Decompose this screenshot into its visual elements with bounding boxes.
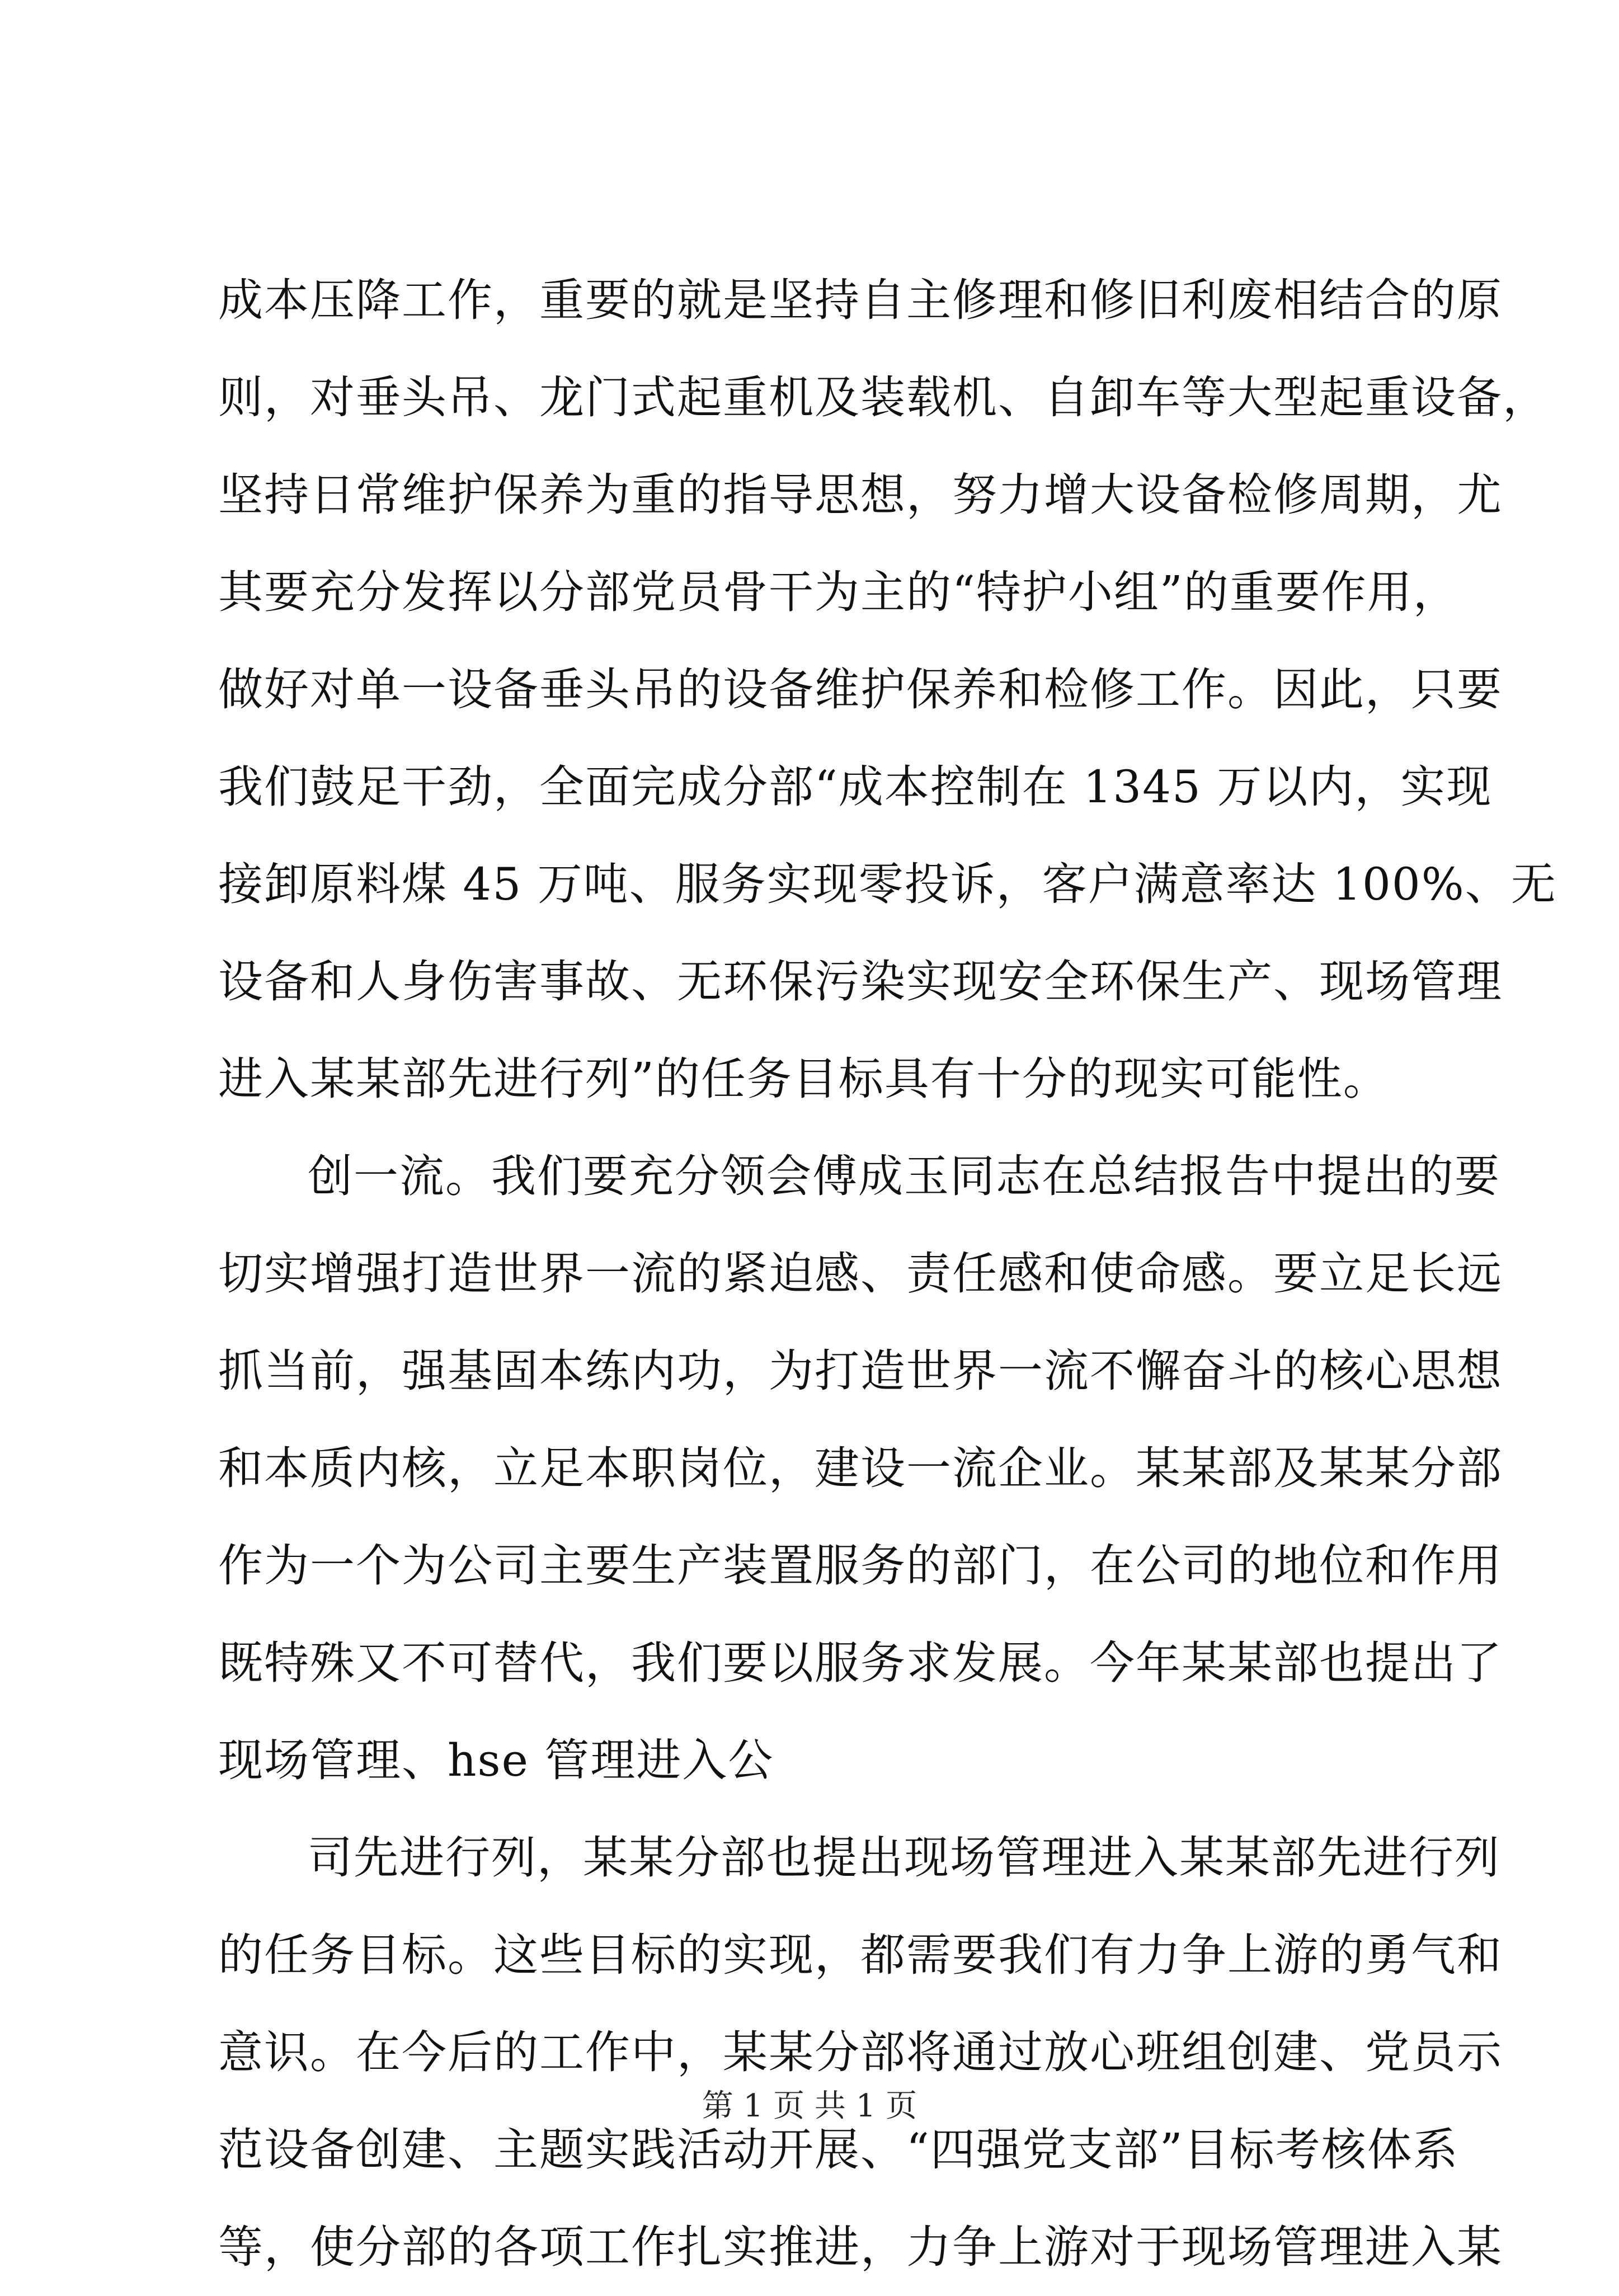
- text-line: 做好对单一设备垂头吊的设备维护保养和检修工作。因此，只要: [218, 664, 1503, 716]
- text-line: 作为一个为公司主要生产装置服务的部门，在公司的地位和作用: [218, 1540, 1503, 1592]
- text-line: 我们鼓足干劲，全面完成分部“成本控制在 1345 万以内，实现: [218, 761, 1493, 813]
- text-line: 和本质内核，立足本职岗位，建设一流企业。某某部及某某分部: [218, 1442, 1503, 1494]
- text-line: 切实增强打造世界一流的紧迫感、责任感和使命感。要立足长远: [218, 1248, 1503, 1300]
- text-line: 坚持日常维护保养为重的指导思想，努力增大设备检修周期，尤: [218, 469, 1503, 521]
- text-line: 司先进行列，某某分部也提出现场管理进入某某部先进行列: [308, 1832, 1500, 1884]
- text-line: 则，对垂头吊、龙门式起重机及装载机、自卸车等大型起重设备，: [218, 371, 1549, 424]
- page-footer: 第 1 页 共 1 页: [702, 2088, 917, 2124]
- text-line: 抓当前，强基固本练内功，为打造世界一流不懈奋斗的核心思想: [218, 1345, 1503, 1397]
- text-line: 范设备创建、主题实践活动开展、“四强党支部”目标考核体系: [218, 2124, 1459, 2176]
- text-line: 意识。在今后的工作中，某某分部将通过放心班组创建、党员示: [218, 2026, 1503, 2078]
- text-line: 接卸原料煤 45 万吨、服务实现零投诉，客户满意率达 100%、无: [218, 858, 1557, 910]
- text-line: 其要充分发挥以分部党员骨干为主的“特护小组”的重要作用，: [218, 566, 1459, 618]
- document-body: [218, 252, 1557, 2296]
- text-line: 既特殊又不可替代，我们要以服务求发展。今年某某部也提出了: [218, 1637, 1503, 1689]
- text-line: 的任务目标。这些目标的实现，都需要我们有力争上游的勇气和: [218, 1929, 1503, 1981]
- text-line: 等，使分部的各项工作扎实推进，力争上游对于现场管理进入某: [218, 2221, 1503, 2273]
- text-line: 现场管理、hse 管理进入公: [218, 1734, 774, 1786]
- text-line: 设备和人身伤害事故、无环保污染实现安全环保生产、现场管理: [218, 956, 1503, 1008]
- text-line: 成本压降工作，重要的就是坚持自主修理和修旧利废相结合的原: [218, 274, 1503, 326]
- text-line: 创一流。我们要充分领会傅成玉同志在总结报告中提出的要: [308, 1150, 1500, 1202]
- text-line: 进入某某部先进行列”的任务目标具有十分的现实可能性。: [218, 1053, 1389, 1105]
